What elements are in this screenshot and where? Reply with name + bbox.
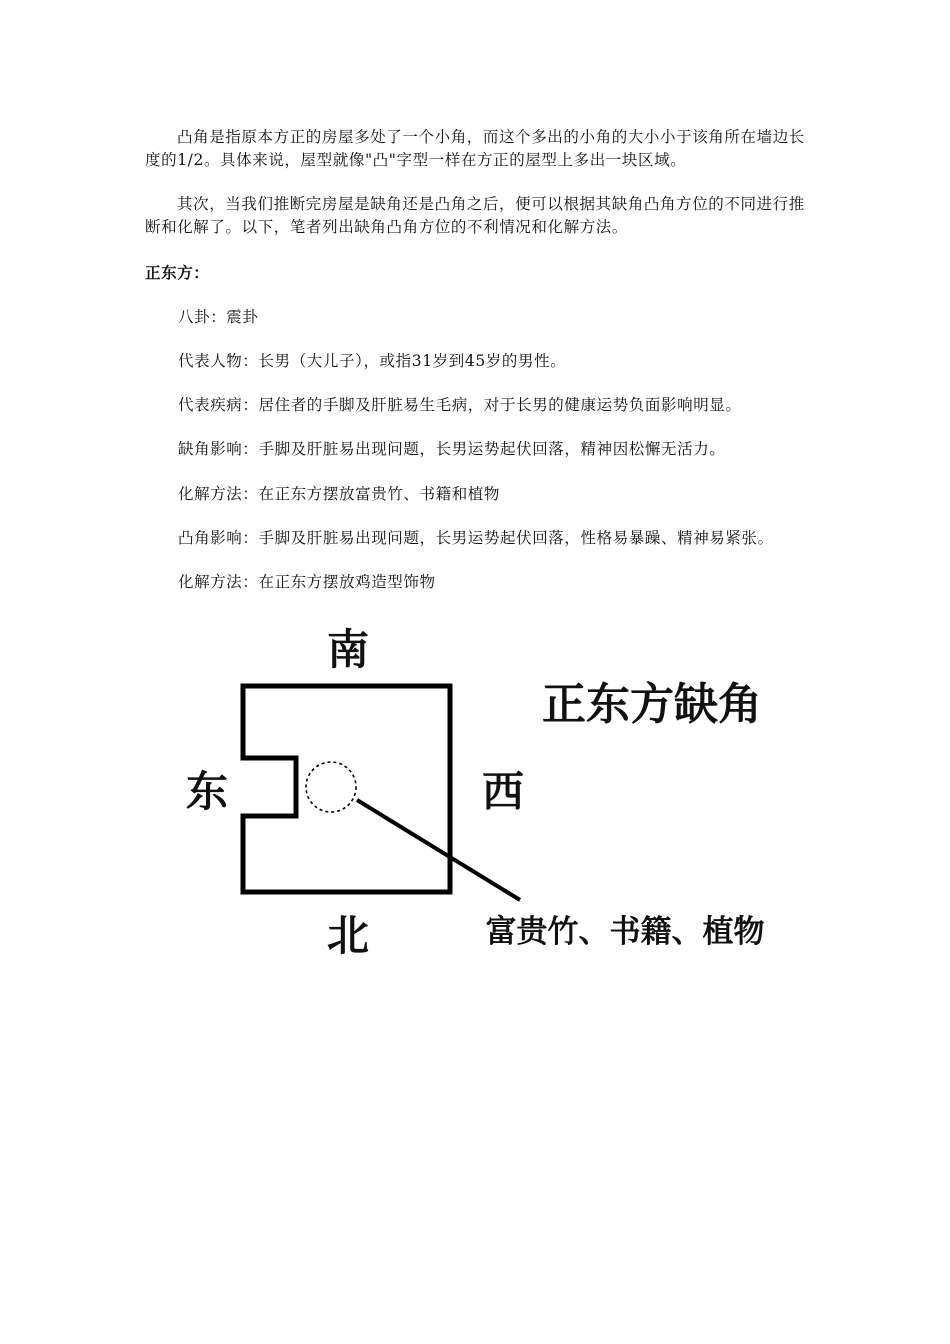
item-bagua: 八卦：震卦 bbox=[178, 308, 259, 326]
item-convex-corner-effect: 凸角影响：手脚及肝脏易出现问题，长男运势起伏回落，性格易暴躁、精神易紧张。 bbox=[178, 529, 774, 547]
house-floorplan-outline bbox=[243, 686, 450, 892]
intro-paragraph-method: 其次，当我们推断完房屋是缺角还是凸角之后，便可以根据其缺角凸角方位的不同进行推断和化解了。以下，笔者列出缺角凸角方位的不利情况和化解方法。 bbox=[145, 195, 805, 236]
section-heading-due-east: 正东方： bbox=[145, 263, 210, 282]
diagram-title: 正东方缺角 bbox=[542, 679, 762, 730]
item-missing-corner-effect: 缺角影响：手脚及肝脏易出现问题，长男运势起伏回落，精神因松懈无活力。 bbox=[178, 440, 726, 458]
missing-corner-marker-circle bbox=[306, 762, 356, 812]
item-convex-corner-remedy: 化解方法：在正东方摆放鸡造型饰物 bbox=[178, 573, 436, 591]
item-representative-illness: 代表疾病：居住者的手脚及肝脏易生毛病，对于长男的健康运势负面影响明显。 bbox=[178, 396, 742, 414]
direction-label-east: 东 bbox=[185, 767, 229, 816]
direction-label-north: 北 bbox=[326, 911, 370, 960]
remedy-label: 富贵竹、书籍、植物 bbox=[485, 914, 765, 950]
item-missing-corner-remedy: 化解方法：在正东方摆放富贵竹、书籍和植物 bbox=[178, 485, 501, 503]
direction-label-south: 南 bbox=[326, 625, 370, 674]
direction-label-west: 西 bbox=[481, 767, 525, 816]
intro-paragraph-convex-corner: 凸角是指原本方正的房屋多处了一个小角，而这个多出的小角的大小小于该角所在墙边长度的1/2。具体来说，屋型就像"凸"字型一样在方正的屋型上多出一块区域。 bbox=[145, 128, 805, 169]
item-representative-person: 代表人物：长男（大儿子），或指31岁到45岁的男性。 bbox=[178, 352, 567, 370]
